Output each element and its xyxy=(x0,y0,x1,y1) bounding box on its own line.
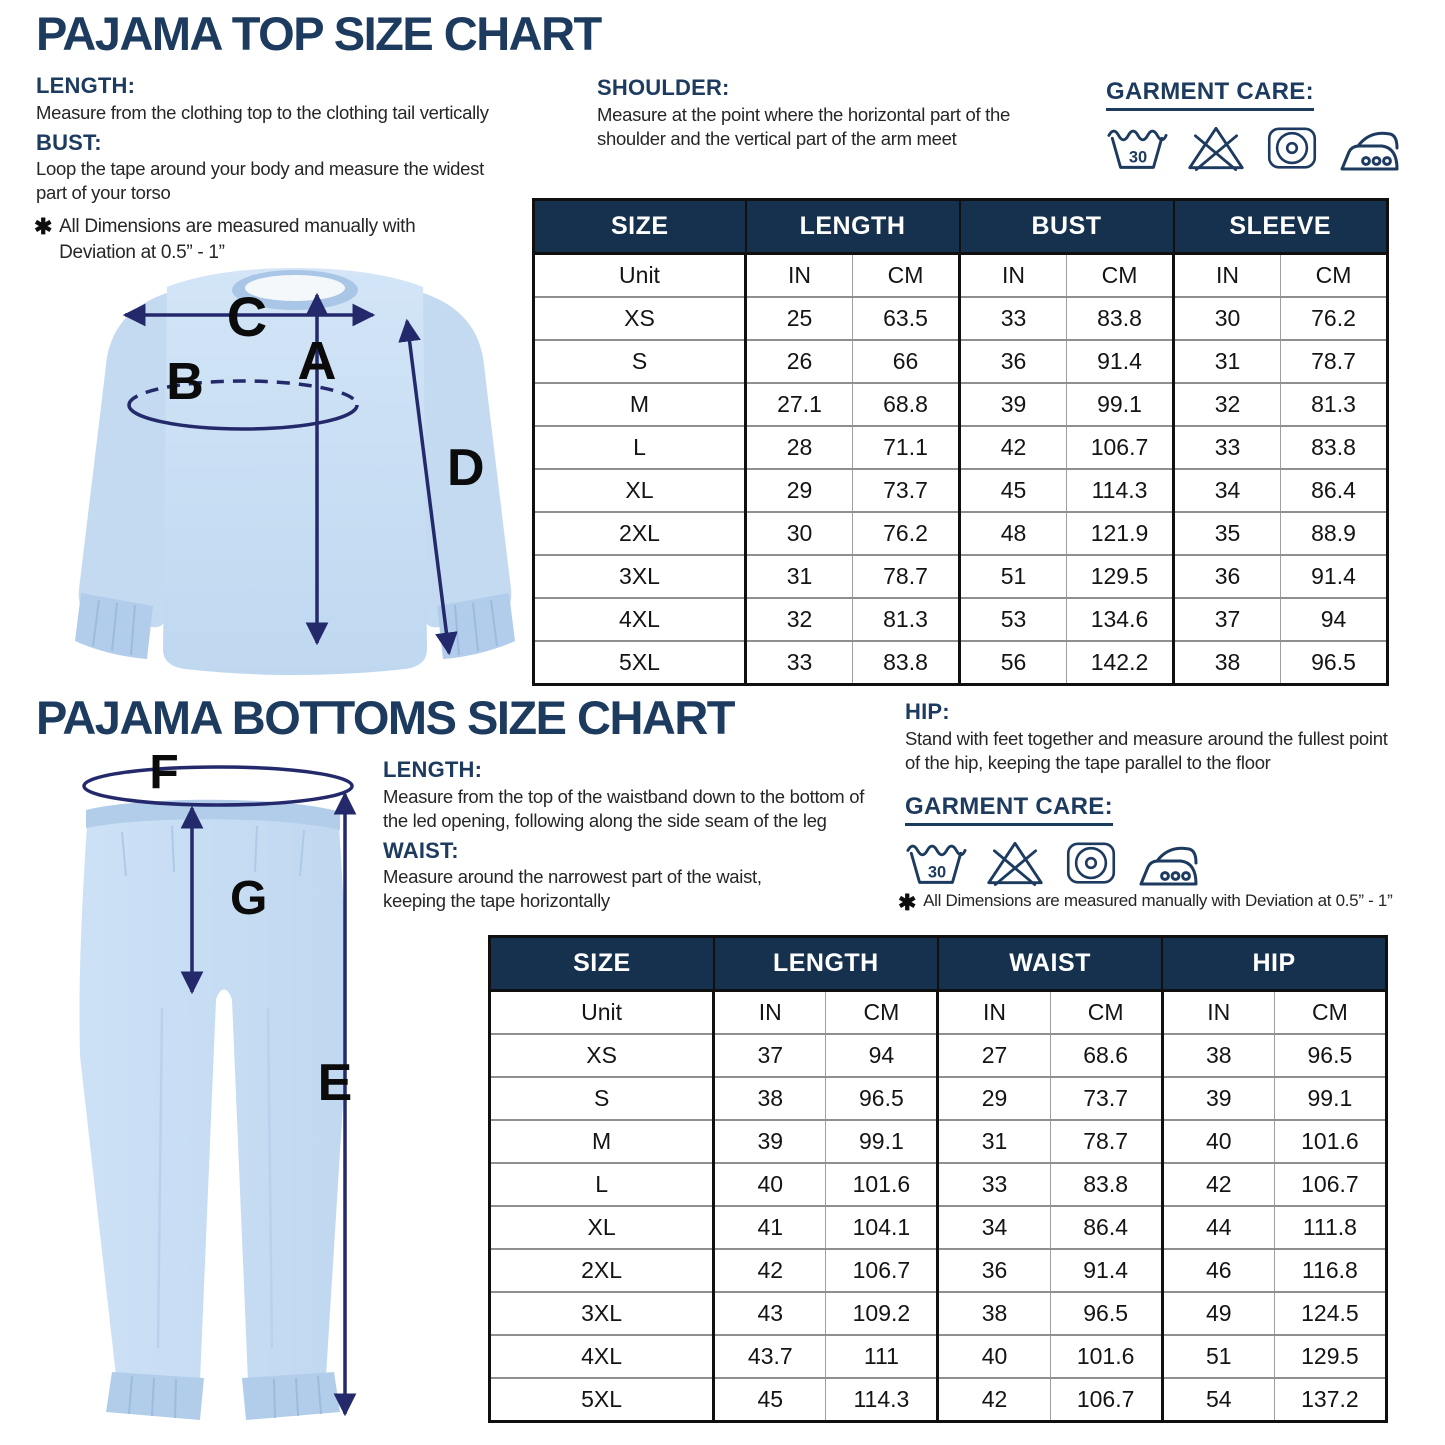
size-row-2XL xyxy=(490,1249,1387,1292)
table-cell: 56 xyxy=(960,641,1067,685)
table-cell: XL xyxy=(534,469,746,512)
table-cell: 142.2 xyxy=(1067,641,1174,685)
table-cell: 99.1 xyxy=(1067,383,1174,426)
table-cell: 83.8 xyxy=(853,641,960,685)
dim-label-a: A xyxy=(297,331,337,391)
table-cell: 94 xyxy=(826,1034,938,1077)
table-cell: 32 xyxy=(1174,383,1281,426)
table-cell: 25 xyxy=(746,297,853,340)
table-cell: 73.7 xyxy=(1050,1077,1162,1120)
svg-text:30: 30 xyxy=(927,863,947,882)
table-cell: S xyxy=(490,1077,714,1120)
column-group-bust: BUST xyxy=(960,200,1174,254)
table-cell: 37 xyxy=(1174,598,1281,641)
table-cell: CM xyxy=(1274,991,1386,1035)
table-cell: 33 xyxy=(746,641,853,685)
table-cell: 81.3 xyxy=(1281,383,1388,426)
table-cell: 99.1 xyxy=(826,1120,938,1163)
table-cell: 88.9 xyxy=(1281,512,1388,555)
table-cell: 111 xyxy=(826,1335,938,1378)
table-cell: 30 xyxy=(1174,297,1281,340)
bottoms-length-label: LENGTH: xyxy=(383,757,483,782)
table-cell: IN xyxy=(746,254,853,298)
column-group-length: LENGTH xyxy=(714,937,938,991)
shoulder-instructions xyxy=(597,74,1077,155)
size-row-M xyxy=(534,383,1388,426)
table-cell: 42 xyxy=(938,1378,1050,1422)
table-cell: 51 xyxy=(1162,1335,1274,1378)
table-cell: 68.8 xyxy=(853,383,960,426)
top-chart-title: PAJAMA TOP SIZE CHART xyxy=(36,7,601,60)
table-cell: 66 xyxy=(853,340,960,383)
table-cell: IN xyxy=(1162,991,1274,1035)
svg-text:30: 30 xyxy=(1128,148,1148,167)
table-cell: 124.5 xyxy=(1274,1292,1386,1335)
table-cell: IN xyxy=(938,991,1050,1035)
size-row-4XL xyxy=(534,598,1388,641)
table-cell: CM xyxy=(1050,991,1162,1035)
table-cell: 30 xyxy=(746,512,853,555)
left-leg-cuff xyxy=(106,1372,204,1420)
table-cell: 109.2 xyxy=(826,1292,938,1335)
table-cell: 137.2 xyxy=(1301,1386,1359,1412)
table-cell: 29 xyxy=(938,1077,1050,1120)
note-text: All Dimensions are measured manually with Deviation at 0.5” - 1” xyxy=(59,216,416,263)
length-label: LENGTH: xyxy=(36,73,136,98)
dim-label-f: F xyxy=(149,748,179,799)
table-cell: 83.8 xyxy=(1050,1163,1162,1206)
table-cell: XS xyxy=(490,1034,714,1077)
table-cell: 39 xyxy=(1162,1077,1274,1120)
table-cell: IN xyxy=(1174,254,1281,298)
bottom-deviation-note xyxy=(898,890,1392,915)
table-cell: 76.2 xyxy=(853,512,960,555)
tumble-dry-icon xyxy=(1264,122,1320,174)
bottoms-length-text: Measure from the top of the waistband down to the bottom of the led opening, following along the side seam of the leg xyxy=(383,785,865,831)
size-row-XL xyxy=(534,469,1388,512)
table-cell: 38 xyxy=(1162,1034,1274,1077)
garment-care-label: GARMENT CARE: xyxy=(1106,78,1314,111)
hip-label: HIP: xyxy=(905,699,950,724)
table-cell: 41 xyxy=(714,1206,826,1249)
table-cell: 43 xyxy=(714,1292,826,1335)
table-cell: 129.5 xyxy=(1274,1335,1386,1378)
unit-row xyxy=(534,254,1388,298)
table-cell: 106.7 xyxy=(1067,426,1174,469)
table-cell: XL xyxy=(490,1206,714,1249)
table-cell: 42 xyxy=(1162,1163,1274,1206)
table-cell: 45 xyxy=(960,469,1067,512)
wash-30-icon xyxy=(1106,122,1168,174)
table-cell: CM xyxy=(853,254,960,298)
table-cell: 99.1 xyxy=(1274,1077,1386,1120)
garment-care-label: GARMENT CARE: xyxy=(905,793,1113,826)
table-cell: 33 xyxy=(960,297,1067,340)
asterisk-icon: ✱ xyxy=(898,890,917,915)
table-cell: 68.6 xyxy=(1050,1034,1162,1077)
table-cell: 96.5 xyxy=(1050,1292,1162,1335)
bottom-garment-care xyxy=(905,793,1201,889)
table-cell: 63.5 xyxy=(853,297,960,340)
size-row-M xyxy=(490,1120,1387,1163)
iron-icon xyxy=(1338,122,1402,174)
table-cell: 4XL xyxy=(490,1335,714,1378)
table-cell: 96.5 xyxy=(826,1077,938,1120)
table-cell: 101.6 xyxy=(1274,1120,1386,1163)
bust-label: BUST: xyxy=(36,129,102,155)
do-not-bleach-icon xyxy=(1186,122,1246,174)
table-cell: 114.3 xyxy=(1067,469,1174,512)
bottom-size-table xyxy=(488,935,1388,1423)
top-deviation-note xyxy=(34,214,484,265)
table-cell: 3XL xyxy=(534,555,746,598)
length-text: Measure from the clothing top to the clothing tail vertically xyxy=(36,101,489,123)
table-cell: 76.2 xyxy=(1281,297,1388,340)
table-cell: 37 xyxy=(714,1034,826,1077)
table-cell: 51 xyxy=(960,555,1067,598)
table-cell: 91.4 xyxy=(1067,340,1174,383)
garment-care-icons xyxy=(905,837,1201,889)
table-cell: 78.7 xyxy=(1281,340,1388,383)
table-cell: Unit xyxy=(534,254,746,298)
tumble-dry-icon xyxy=(1063,837,1119,889)
table-cell: 31 xyxy=(938,1120,1050,1163)
size-row-4XL xyxy=(490,1335,1387,1378)
table-cell: 36 xyxy=(1174,555,1281,598)
size-row-L xyxy=(490,1163,1387,1206)
size-row-XS xyxy=(490,1034,1387,1077)
table-cell: 38 xyxy=(1174,641,1281,685)
table-cell: 43.7 xyxy=(714,1335,826,1378)
left-sleeve xyxy=(79,291,173,627)
column-group-size: SIZE xyxy=(490,937,714,991)
size-row-L xyxy=(534,426,1388,469)
table-cell: CM xyxy=(1067,254,1174,298)
note-text: All Dimensions are measured manually with Deviation at 0.5” - 1” xyxy=(923,891,1393,910)
table-header-row xyxy=(534,200,1388,254)
column-group-sleeve: SLEEVE xyxy=(1174,200,1388,254)
table-cell: 54 xyxy=(1162,1378,1274,1422)
table-cell: 34 xyxy=(938,1206,1050,1249)
column-group-size: SIZE xyxy=(534,200,746,254)
garment-care-icons xyxy=(1106,122,1402,174)
table-cell: 106.7 xyxy=(1274,1163,1386,1206)
column-group-length: LENGTH xyxy=(746,200,960,254)
table-cell: 39 xyxy=(714,1120,826,1163)
hip-instructions xyxy=(905,698,1440,779)
size-row-S xyxy=(490,1077,1387,1120)
dim-label-d: D xyxy=(447,439,485,497)
table-cell: 106.7 xyxy=(1050,1378,1162,1422)
table-cell: 3XL xyxy=(490,1292,714,1335)
table-cell: 27 xyxy=(938,1034,1050,1077)
waist-ellipse xyxy=(84,767,352,805)
table-cell: 73.7 xyxy=(853,469,960,512)
size-row-XS xyxy=(534,297,1388,340)
table-cell: 78.7 xyxy=(853,555,960,598)
table-cell: 40 xyxy=(1162,1120,1274,1163)
table-cell: 36 xyxy=(938,1249,1050,1292)
shoulder-label: SHOULDER: xyxy=(597,75,730,100)
size-row-3XL xyxy=(534,555,1388,598)
table-cell: 4XL xyxy=(534,598,746,641)
size-row-5XL xyxy=(490,1378,1387,1422)
table-cell: 49 xyxy=(1162,1292,1274,1335)
table-cell: 36 xyxy=(960,340,1067,383)
table-cell: 2XL xyxy=(490,1249,714,1292)
table-cell: Unit xyxy=(490,991,714,1035)
table-cell: 44 xyxy=(1162,1206,1274,1249)
table-cell: L xyxy=(534,426,746,469)
dim-label-e: E xyxy=(317,1054,353,1112)
table-cell: 42 xyxy=(960,426,1067,469)
table-cell: 91.4 xyxy=(1050,1249,1162,1292)
table-cell: 53 xyxy=(960,598,1067,641)
table-cell: 31 xyxy=(1174,340,1281,383)
pants-body xyxy=(79,803,346,1382)
table-cell: 27.1 xyxy=(746,383,853,426)
column-group-waist: WAIST xyxy=(938,937,1162,991)
table-cell: 35 xyxy=(1174,512,1281,555)
table-cell: 104.1 xyxy=(826,1206,938,1249)
shoulder-text: Measure at the point where the horizontal part of the shoulder and the vertical part of the arm meet xyxy=(597,103,1010,149)
column-group-hip: HIP xyxy=(1162,937,1386,991)
do-not-bleach-icon xyxy=(985,837,1045,889)
table-cell: 32 xyxy=(746,598,853,641)
top-garment-care xyxy=(1106,78,1402,174)
table-cell: IN xyxy=(714,991,826,1035)
bottom-instructions xyxy=(383,756,908,917)
table-cell: 29 xyxy=(746,469,853,512)
table-cell: 96.5 xyxy=(1274,1034,1386,1077)
table-cell: 86.4 xyxy=(1050,1206,1162,1249)
table-cell: 83.8 xyxy=(1281,426,1388,469)
bust-text: Loop the tape around your body and measure the widest part of your torso xyxy=(36,158,484,204)
table-cell: 38 xyxy=(714,1077,826,1120)
table-cell: 40 xyxy=(714,1163,826,1206)
table-cell: 129.5 xyxy=(1067,555,1174,598)
table-cell: 31 xyxy=(746,555,853,598)
table-cell: M xyxy=(490,1120,714,1163)
unit-row xyxy=(490,991,1387,1035)
right-leg-cuff xyxy=(242,1372,340,1420)
dim-label-c: C xyxy=(226,285,268,348)
table-cell: 86.4 xyxy=(1281,469,1388,512)
table-cell: 111.8 xyxy=(1274,1206,1386,1249)
pajama-bottoms-diagram xyxy=(42,748,387,1433)
table-cell: 42 xyxy=(714,1249,826,1292)
table-cell: 101.6 xyxy=(826,1163,938,1206)
table-cell: 40 xyxy=(938,1335,1050,1378)
table-cell: 83.8 xyxy=(1067,297,1174,340)
table-cell: 33 xyxy=(938,1163,1050,1206)
shirt-body xyxy=(163,268,427,675)
table-cell: S xyxy=(534,340,746,383)
size-row-XL xyxy=(490,1206,1387,1249)
table-cell: IN xyxy=(960,254,1067,298)
hip-text: Stand with feet together and measure around the fullest point of the hip, keeping the tape parallel to the floor xyxy=(905,727,1388,773)
top-size-table xyxy=(532,198,1389,686)
table-cell: 26 xyxy=(746,340,853,383)
dim-label-g: G xyxy=(230,872,268,925)
table-cell: 114.3 xyxy=(826,1378,938,1422)
table-cell: 48 xyxy=(960,512,1067,555)
table-cell: XS xyxy=(534,297,746,340)
table-cell: 34 xyxy=(1174,469,1281,512)
table-cell: 28 xyxy=(746,426,853,469)
table-cell: 5XL xyxy=(534,641,746,685)
table-cell: 39 xyxy=(960,383,1067,426)
waist-text: Measure around the narrowest part of the waist, keeping the tape horizontally xyxy=(383,866,762,912)
pajama-top-diagram xyxy=(55,263,535,688)
table-cell: CM xyxy=(826,991,938,1035)
table-cell: 78.7 xyxy=(1050,1120,1162,1163)
waist-label: WAIST: xyxy=(383,837,459,863)
dim-label-b: B xyxy=(166,353,204,411)
size-row-2XL xyxy=(534,512,1388,555)
table-cell: 5XL xyxy=(490,1378,714,1422)
size-row-5XL xyxy=(534,641,1388,685)
table-cell: 96.5 xyxy=(1311,649,1356,675)
table-cell: 134.6 xyxy=(1067,598,1174,641)
table-cell: 38 xyxy=(938,1292,1050,1335)
table-cell: 33 xyxy=(1174,426,1281,469)
table-cell: 94 xyxy=(1281,598,1388,641)
top-instructions xyxy=(36,72,581,209)
bottom-chart-title: PAJAMA BOTTOMS SIZE CHART xyxy=(36,691,734,744)
table-cell: 121.9 xyxy=(1067,512,1174,555)
table-cell: 116.8 xyxy=(1274,1249,1386,1292)
table-cell: 91.4 xyxy=(1281,555,1388,598)
table-cell: M xyxy=(534,383,746,426)
wash-30-icon xyxy=(905,837,967,889)
table-cell: 101.6 xyxy=(1050,1335,1162,1378)
table-cell: 106.7 xyxy=(826,1249,938,1292)
table-header-row xyxy=(490,937,1387,991)
iron-icon xyxy=(1137,837,1201,889)
asterisk-icon: ✱ xyxy=(34,214,53,239)
table-cell: 46 xyxy=(1162,1249,1274,1292)
table-cell: 81.3 xyxy=(853,598,960,641)
size-row-3XL xyxy=(490,1292,1387,1335)
table-cell: L xyxy=(490,1163,714,1206)
table-cell: 71.1 xyxy=(853,426,960,469)
table-cell: CM xyxy=(1281,254,1388,298)
size-row-S xyxy=(534,340,1388,383)
table-cell: 45 xyxy=(714,1378,826,1422)
table-cell: 2XL xyxy=(534,512,746,555)
